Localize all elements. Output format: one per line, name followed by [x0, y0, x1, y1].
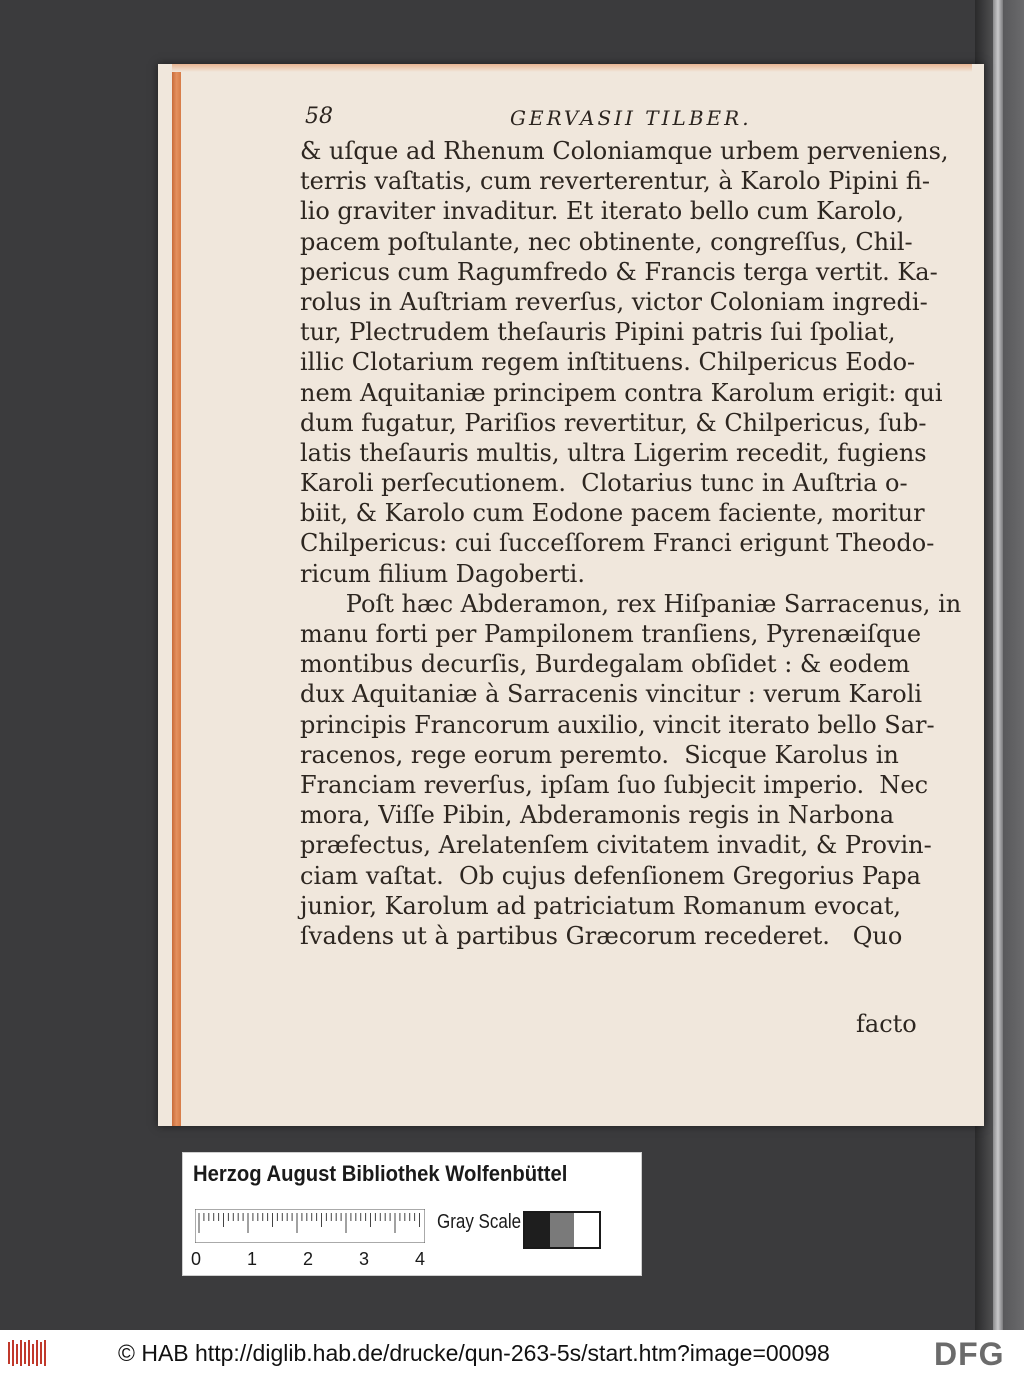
text-line: lio graviter invaditur. Et iterato bello cum Karolo, — [300, 197, 905, 226]
page-number: 58 — [305, 104, 333, 129]
text-line: nem Aquitaniæ principem contra Karolum erigit: qui — [300, 378, 943, 407]
text-line: præfectus, Arelatenſem civitatem invadit, & Provin- — [300, 831, 932, 860]
swatch-black — [525, 1213, 550, 1247]
text-line: biit, & Karolo cum Eodone pacem faciente, moritur — [300, 499, 925, 528]
ruler-number: 3 — [359, 1249, 370, 1269]
text-line: principis Francorum auxilio, vincit iterato bello Sar- — [300, 710, 935, 739]
page-edge — [172, 64, 181, 1126]
ruler-number: 4 — [415, 1249, 426, 1269]
text-line: ciam vaſtat. Ob cujus defenſionem Gregorius Papa — [300, 861, 921, 890]
text-line: pacem poſtulante, nec obtinente, congreſſus, Chil- — [300, 227, 913, 256]
text-line: dum fugatur, Pariſios revertitur, & Chilpericus, ſub- — [300, 408, 927, 437]
running-head: GERVASII TILBER. — [510, 106, 752, 130]
text-line: racenos, rege eorum peremto. Sicque Karolus in — [300, 740, 899, 769]
page-header — [305, 104, 825, 138]
text-line: manu forti per Pampilonem tranſiens, Pyrenæiſque — [300, 620, 922, 648]
text-line: rolus in Auſtriam reverſus, victor Coloniam ingredi- — [300, 287, 928, 316]
library-label — [182, 1152, 642, 1276]
text-line: Franciam reverſus, ipſam ſuo ſubjecit imperio. Nec — [300, 770, 929, 799]
footer-bar — [0, 1330, 1024, 1376]
ruler-number: 1 — [247, 1249, 258, 1269]
hab-logo-icon — [8, 1338, 48, 1368]
dfg-logo: DFG — [934, 1336, 1005, 1372]
text-line: Poſt hæc Abderamon, rex Hiſpaniæ Sarracenus, in — [300, 589, 962, 618]
page-text — [300, 136, 962, 951]
gray-scale-swatches — [523, 1211, 601, 1249]
text-line: mora, Viſſe Pibin, Abderamonis regis in Narbona — [300, 801, 895, 830]
text-line: latis theſauris multis, ultra Ligerim recedit, fugiens — [300, 438, 927, 467]
text-line: ricum filium Dagoberti. — [300, 559, 585, 588]
ruler — [195, 1209, 425, 1243]
credit-link[interactable]: © HAB http://diglib.hab.de/drucke/qun-263-5s/start.htm?image=00098 — [118, 1340, 830, 1366]
ruler-number: 2 — [303, 1249, 314, 1269]
text-line: junior, Karolum ad patriciatum Romanum evocat, — [300, 891, 902, 920]
ruler-numbers — [191, 1249, 451, 1273]
text-line: Karoli perſecutionem. Clotarius tunc in Auſtria o- — [300, 469, 908, 498]
text-line: tur, Plectrudem theſauris Pipini patris ſui ſpoliat, — [300, 318, 896, 347]
board-strip — [993, 0, 1003, 1330]
text-line: Chilpericus: cui ſucceſſorem Franci erigunt Theodo- — [300, 529, 935, 558]
text-line: & uſque ad Rhenum Coloniamque urbem perveniens, — [300, 137, 949, 165]
text-line: terris vaſtatis, cum reverterentur, à Karolo Pipini fi- — [300, 167, 930, 196]
swatch-gray — [550, 1213, 575, 1247]
library-name: Herzog August Bibliothek Wolfenbüttel — [193, 1161, 568, 1186]
gray-scale-label: Gray Scale — [437, 1211, 522, 1233]
text-line: ſvadens ut à partibus Græcorum recederet. Quo — [300, 921, 903, 950]
ruler-number: 0 — [191, 1249, 202, 1269]
page-top-edge — [172, 64, 972, 72]
catchword: facto — [856, 1010, 917, 1038]
text-line: illic Clotarium regem inſtituens. Chilpericus Eodo- — [300, 348, 916, 377]
text-line: dux Aquitaniæ à Sarracenis vincitur : verum Karoli — [300, 680, 923, 709]
swatch-white — [574, 1213, 599, 1247]
text-line: pericus cum Ragumfredo & Francis terga vertit. Ka- — [300, 257, 938, 286]
text-line: montibus decurſis, Burdegalam obſidet : & eodem — [300, 650, 910, 679]
